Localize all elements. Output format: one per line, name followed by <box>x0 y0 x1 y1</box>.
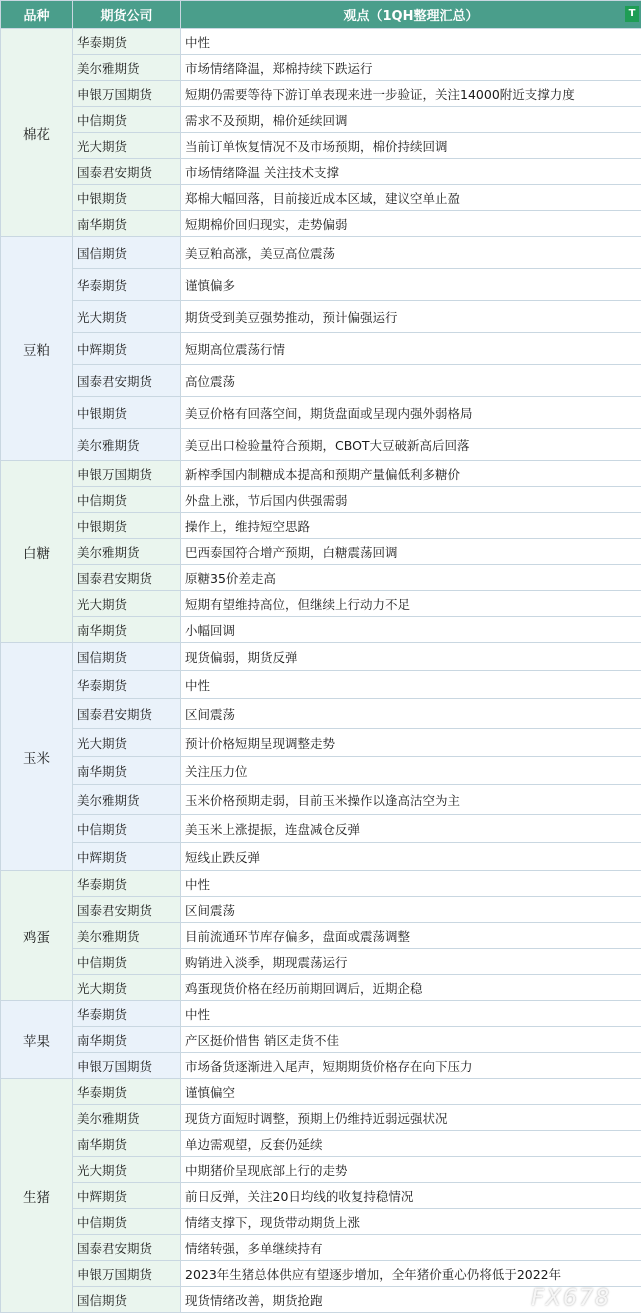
table-row <box>1 159 641 185</box>
table-row <box>1 949 641 975</box>
opinion-cell[interactable]: 原糖35价差走高 <box>181 565 641 591</box>
header-company[interactable]: 期货公司 <box>73 1 181 29</box>
company-cell[interactable]: 国信期货 <box>73 643 181 671</box>
header-opinion-label: 观点（1QH整理汇总） <box>343 9 479 24</box>
company-cell[interactable]: 美尔雅期货 <box>73 55 181 81</box>
company-cell[interactable]: 申银万国期货 <box>73 461 181 487</box>
table-row <box>1 513 641 539</box>
table-row <box>1 29 641 55</box>
header-row <box>1 1 641 29</box>
table-row <box>1 365 641 397</box>
table-row <box>1 237 641 269</box>
variety-cell[interactable]: 豆粕 <box>1 237 73 461</box>
opinion-cell[interactable]: 短期有望维持高位，但继续上行动力不足 <box>181 591 641 617</box>
opinion-cell[interactable]: 短期棉价回归现实，走势偏弱 <box>181 211 641 237</box>
watermark-logo: FX678 <box>531 1286 611 1311</box>
company-cell[interactable]: 华泰期货 <box>73 1001 181 1027</box>
company-cell[interactable]: 中银期货 <box>73 397 181 429</box>
company-cell[interactable]: 南华期货 <box>73 757 181 785</box>
table-row <box>1 729 641 757</box>
table-row <box>1 1183 641 1209</box>
opinion-cell[interactable]: 郑棉大幅回落，目前接近成本区域，建议空单止盈 <box>181 185 641 211</box>
company-cell[interactable]: 华泰期货 <box>73 1079 181 1105</box>
opinion-cell[interactable]: 谨慎偏多 <box>181 269 641 301</box>
company-cell[interactable]: 国泰君安期货 <box>73 897 181 923</box>
company-cell[interactable]: 光大期货 <box>73 975 181 1001</box>
company-cell[interactable]: 华泰期货 <box>73 269 181 301</box>
table-row <box>1 897 641 923</box>
company-cell[interactable]: 中信期货 <box>73 949 181 975</box>
table-row <box>1 1053 641 1079</box>
company-cell[interactable]: 中辉期货 <box>73 333 181 365</box>
variety-cell[interactable]: 玉米 <box>1 643 73 871</box>
opinion-cell[interactable]: 需求不及预期，棉价延续回调 <box>181 107 641 133</box>
table-row <box>1 1131 641 1157</box>
opinion-cell[interactable]: 市场情绪降温，郑棉持续下跌运行 <box>181 55 641 81</box>
table-row <box>1 617 641 643</box>
table-row <box>1 133 641 159</box>
header-variety[interactable]: 品种 <box>1 1 73 29</box>
company-cell[interactable]: 申银万国期货 <box>73 81 181 107</box>
table-row <box>1 815 641 843</box>
company-cell[interactable]: 华泰期货 <box>73 29 181 55</box>
table-row <box>1 975 641 1001</box>
opinion-cell[interactable]: 中性 <box>181 671 641 699</box>
table-row <box>1 1001 641 1027</box>
table-row <box>1 55 641 81</box>
opinion-cell[interactable]: 市场情绪降温 关注技术支撑 <box>181 159 641 185</box>
table-row <box>1 699 641 729</box>
company-cell[interactable]: 美尔雅期货 <box>73 539 181 565</box>
table-row <box>1 333 641 365</box>
opinion-cell[interactable]: 中期猪价呈现底部上行的走势 <box>181 1157 641 1183</box>
opinion-cell[interactable]: 玉米价格预期走弱，目前玉米操作以逢高沽空为主 <box>181 785 641 815</box>
company-cell[interactable]: 国信期货 <box>73 1287 181 1313</box>
company-cell[interactable]: 国泰君安期货 <box>73 365 181 397</box>
company-cell[interactable]: 华泰期货 <box>73 871 181 897</box>
company-cell[interactable]: 南华期货 <box>73 211 181 237</box>
opinion-cell[interactable]: 前日反弹，关注20日均线的收复持稳情况 <box>181 1183 641 1209</box>
company-cell[interactable]: 中辉期货 <box>73 843 181 871</box>
table-row <box>1 565 641 591</box>
opinion-cell[interactable]: 现货偏弱，期货反弹 <box>181 643 641 671</box>
opinion-cell[interactable]: 中性 <box>181 871 641 897</box>
table-row <box>1 397 641 429</box>
opinion-cell[interactable]: 现货方面短时调整，预期上仍维持近弱远强状况 <box>181 1105 641 1131</box>
table-row <box>1 1235 641 1261</box>
opinion-cell[interactable]: 巴西泰国符合增产预期，白糖震荡回调 <box>181 539 641 565</box>
table-row <box>1 269 641 301</box>
company-cell[interactable]: 申银万国期货 <box>73 1053 181 1079</box>
variety-cell[interactable]: 棉花 <box>1 29 73 237</box>
company-cell[interactable]: 中辉期货 <box>73 1183 181 1209</box>
company-cell[interactable]: 中银期货 <box>73 185 181 211</box>
variety-cell[interactable]: 苹果 <box>1 1001 73 1079</box>
opinion-cell[interactable]: 购销进入淡季，期现震荡运行 <box>181 949 641 975</box>
opinion-cell[interactable]: 短期高位震荡行情 <box>181 333 641 365</box>
table-row <box>1 461 641 487</box>
table-row <box>1 871 641 897</box>
opinion-cell[interactable]: 鸡蛋现货价格在经历前期回调后，近期企稳 <box>181 975 641 1001</box>
table-row <box>1 185 641 211</box>
opinion-cell[interactable]: 现货情绪改善，期货抢跑 <box>181 1287 641 1313</box>
table-row <box>1 923 641 949</box>
table-row <box>1 81 641 107</box>
variety-cell[interactable]: 鸡蛋 <box>1 871 73 1001</box>
company-cell[interactable]: 南华期货 <box>73 1027 181 1053</box>
opinion-cell[interactable]: 情绪支撑下，现货带动期货上涨 <box>181 1209 641 1235</box>
company-cell[interactable]: 光大期货 <box>73 301 181 333</box>
company-cell[interactable]: 中信期货 <box>73 815 181 843</box>
table-row <box>1 785 641 815</box>
opinion-cell[interactable]: 区间震荡 <box>181 699 641 729</box>
table-row <box>1 487 641 513</box>
opinion-cell[interactable]: 外盘上涨，节后国内供强需弱 <box>181 487 641 513</box>
opinion-cell[interactable]: 目前流通环节库存偏多，盘面或震荡调整 <box>181 923 641 949</box>
opinion-cell[interactable]: 美玉米上涨提振，连盘减仓反弹 <box>181 815 641 843</box>
opinion-cell[interactable]: 中性 <box>181 29 641 55</box>
company-cell[interactable]: 光大期货 <box>73 729 181 757</box>
opinion-cell[interactable]: 短线止跌反弹 <box>181 843 641 871</box>
opinion-cell[interactable]: 2023年生猪总体供应有望逐步增加，全年猪价重心仍将低于2022年 <box>181 1261 641 1287</box>
table-row <box>1 539 641 565</box>
company-cell[interactable]: 光大期货 <box>73 133 181 159</box>
table-row <box>1 1261 641 1287</box>
opinion-cell[interactable]: 小幅回调 <box>181 617 641 643</box>
table-row <box>1 1027 641 1053</box>
company-cell[interactable]: 美尔雅期货 <box>73 429 181 461</box>
company-cell[interactable]: 华泰期货 <box>73 671 181 699</box>
company-cell[interactable]: 光大期货 <box>73 591 181 617</box>
table-row <box>1 1105 641 1131</box>
opinion-cell[interactable]: 期货受到美豆强势推动，预计偏强运行 <box>181 301 641 333</box>
header-opinion[interactable] <box>181 1 641 29</box>
opinion-cell[interactable]: 美豆出口检验量符合预期，CBOT大豆破新高后回落 <box>181 429 641 461</box>
table-row <box>1 211 641 237</box>
company-cell[interactable]: 国信期货 <box>73 237 181 269</box>
table-row <box>1 1209 641 1235</box>
opinion-cell[interactable]: 市场备货逐渐进入尾声，短期期货价格存在向下压力 <box>181 1053 641 1079</box>
table-row <box>1 671 641 699</box>
opinion-cell[interactable]: 高位震荡 <box>181 365 641 397</box>
table-body <box>1 29 641 1313</box>
table-row <box>1 1157 641 1183</box>
table-row <box>1 591 641 617</box>
opinion-cell[interactable]: 单边需观望，反套仍延续 <box>181 1131 641 1157</box>
opinion-cell[interactable]: 中性 <box>181 1001 641 1027</box>
table-row <box>1 843 641 871</box>
opinion-cell[interactable]: 预计价格短期呈现调整走势 <box>181 729 641 757</box>
opinion-cell[interactable]: 短期仍需要等待下游订单表现来进一步验证，关注14000附近支撑力度 <box>181 81 641 107</box>
company-cell[interactable]: 中信期货 <box>73 107 181 133</box>
opinion-cell[interactable]: 区间震荡 <box>181 897 641 923</box>
opinion-cell[interactable]: 情绪转强，多单继续持有 <box>181 1235 641 1261</box>
opinion-cell[interactable]: 谨慎偏空 <box>181 1079 641 1105</box>
company-cell[interactable]: 美尔雅期货 <box>73 1105 181 1131</box>
table-row <box>1 1079 641 1105</box>
opinion-cell[interactable]: 新榨季国内制糖成本提高和预期产量偏低利多糖价 <box>181 461 641 487</box>
filter-flag-icon[interactable]: T <box>625 6 639 22</box>
variety-cell[interactable]: 生猪 <box>1 1079 73 1313</box>
table-row <box>1 643 641 671</box>
company-cell[interactable]: 中信期货 <box>73 1209 181 1235</box>
opinion-cell[interactable]: 操作上，维持短空思路 <box>181 513 641 539</box>
company-cell[interactable]: 国泰君安期货 <box>73 1235 181 1261</box>
company-cell[interactable]: 国泰君安期货 <box>73 159 181 185</box>
opinion-cell[interactable]: 产区挺价惜售 销区走货不佳 <box>181 1027 641 1053</box>
company-cell[interactable]: 国泰君安期货 <box>73 565 181 591</box>
company-cell[interactable]: 美尔雅期货 <box>73 923 181 949</box>
opinion-cell[interactable]: 美豆粕高涨，美豆高位震荡 <box>181 237 641 269</box>
table-row <box>1 301 641 333</box>
company-cell[interactable]: 国泰君安期货 <box>73 699 181 729</box>
company-cell[interactable]: 南华期货 <box>73 617 181 643</box>
table-row <box>1 429 641 461</box>
opinion-cell[interactable]: 美豆价格有回落空间，期货盘面或呈现内强外弱格局 <box>181 397 641 429</box>
opinion-cell[interactable]: 关注压力位 <box>181 757 641 785</box>
table-row <box>1 107 641 133</box>
company-cell[interactable]: 光大期货 <box>73 1157 181 1183</box>
company-cell[interactable]: 美尔雅期货 <box>73 785 181 815</box>
variety-cell[interactable]: 白糖 <box>1 461 73 643</box>
company-cell[interactable]: 中信期货 <box>73 487 181 513</box>
company-cell[interactable]: 申银万国期货 <box>73 1261 181 1287</box>
opinion-cell[interactable]: 当前订单恢复情况不及市场预期，棉价持续回调 <box>181 133 641 159</box>
company-cell[interactable]: 中银期货 <box>73 513 181 539</box>
table-row <box>1 757 641 785</box>
company-cell[interactable]: 南华期货 <box>73 1131 181 1157</box>
